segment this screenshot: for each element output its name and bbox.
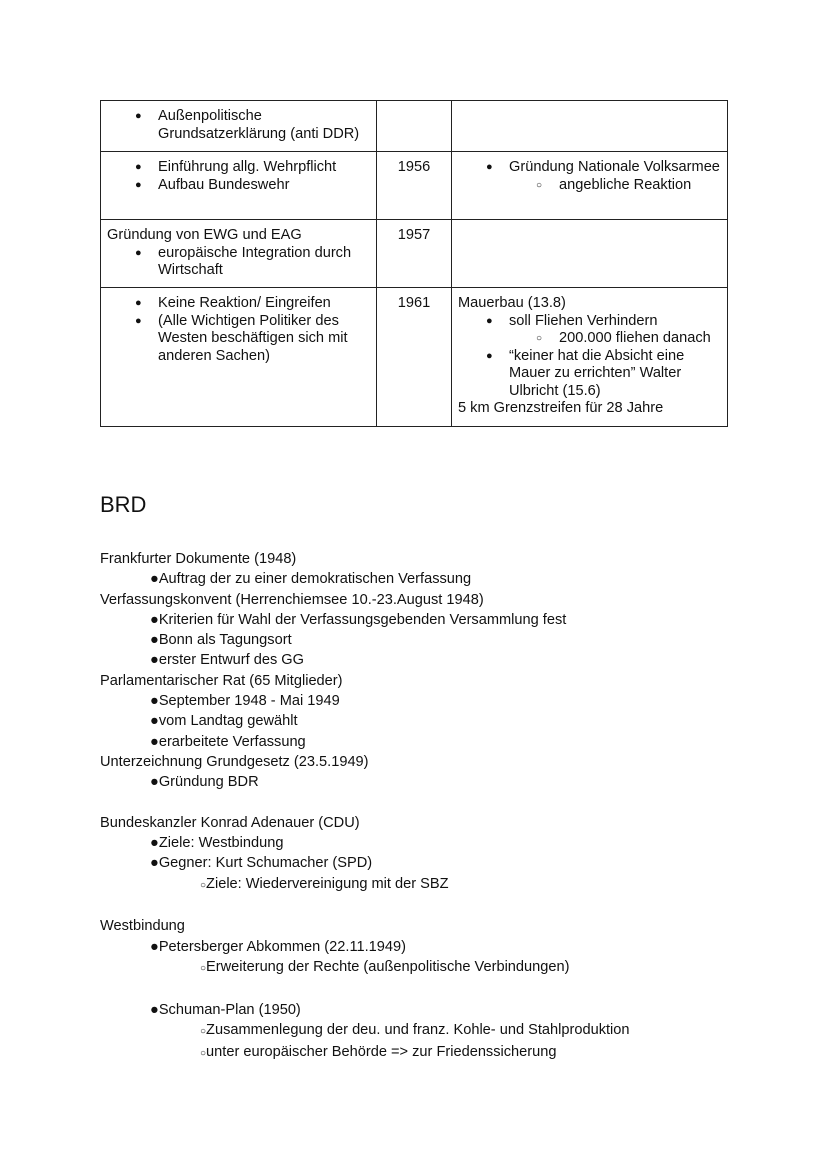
list-item-text: erarbeitete Verfassung [158, 733, 306, 750]
bullet-icon [135, 245, 142, 263]
brd-cell [101, 152, 377, 220]
list-item [100, 732, 740, 752]
sub-list-item [100, 957, 740, 979]
bullet-text: soll Fliehen Verhindern [509, 312, 658, 329]
bullet-icon [150, 1002, 159, 1018]
list-item [100, 630, 740, 650]
brd-notes [100, 549, 740, 1064]
sub-bullet-text: angebliche Reaktion [559, 176, 692, 193]
table-row [101, 101, 728, 152]
group-title: Westbindung [100, 918, 185, 935]
list-item [100, 833, 740, 853]
bullet-icon [150, 713, 159, 729]
ddr-cell [452, 288, 728, 427]
bullet-text: (Alle Wichtigen Politiker des Westen beschäftigen sich mit anderen Sachen) [158, 312, 348, 364]
list-item-text: Ziele: Westbindung [158, 835, 284, 852]
list-item-text: vom Landtag gewählt [158, 713, 298, 730]
list-item-text: Kriterien für Wahl der Verfassungsgebenden Versammlung fest [158, 611, 567, 628]
sub-bullet-icon [536, 330, 542, 348]
table-row [101, 288, 728, 427]
bullet-icon [135, 159, 142, 177]
sub-list-item-text: Erweiterung der Rechte (außenpolitische Verbindungen) [206, 958, 570, 975]
bullet-text: Aufbau Bundeswehr [158, 176, 290, 193]
bullet-icon [486, 348, 493, 366]
sub-list-item-text: Ziele: Wiedervereinigung mit der SBZ [206, 875, 449, 892]
ddr-cell [452, 220, 728, 288]
cell-outro: 5 km Grenzstreifen für 28 Jahre [458, 400, 664, 416]
sub-bullet-text: 200.000 fliehen danach [559, 330, 711, 346]
list-item [100, 610, 740, 630]
brd-cell [101, 288, 377, 427]
group-title: Bundeskanzler Konrad Adenauer (CDU) [100, 814, 360, 831]
bullet-icon [150, 612, 159, 628]
ddr-cell [452, 101, 728, 152]
group-title: Verfassungskonvent (Herrenchiemsee 10.-23.August 1948) [100, 591, 484, 608]
bullet-icon [135, 313, 142, 331]
year-cell: 1957 [377, 220, 452, 288]
bullet-icon [150, 632, 159, 648]
brd-cell [101, 101, 377, 152]
list-item [100, 691, 740, 711]
group-title: Frankfurter Dokumente (1948) [100, 551, 297, 567]
ddr-cell [452, 152, 728, 220]
bullet-icon [150, 774, 159, 790]
group-title: Parlamentarischer Rat (65 Mitglieder) [100, 672, 343, 689]
bullet-text: Einführung allg. Wehrpflicht [158, 159, 337, 175]
list-item [100, 650, 740, 670]
list-item [100, 853, 740, 873]
year-cell [377, 101, 452, 152]
bullet-icon [150, 652, 159, 668]
bullet-text: Gründung Nationale Volksarmee [509, 159, 720, 175]
list-item-text: Gründung BDR [158, 774, 259, 791]
bullet-icon [486, 313, 493, 331]
bullet-icon [486, 159, 493, 177]
bullet-icon [150, 693, 159, 709]
sub-list-item [100, 1020, 740, 1042]
year-cell: 1956 [377, 152, 452, 220]
bullet-icon [150, 835, 159, 851]
bullet-text: Keine Reaktion/ Eingreifen [158, 295, 331, 311]
list-item-text: Bonn als Tagungsort [158, 632, 292, 649]
bullet-icon [150, 939, 159, 955]
list-item-text: Petersberger Abkommen (22.11.1949) [158, 938, 406, 955]
list-item [100, 711, 740, 731]
sub-bullet-icon [536, 177, 542, 195]
bullet-icon [135, 295, 142, 313]
cell-intro: Mauerbau (13.8) [458, 295, 566, 311]
cell-intro: Gründung von EWG und EAG [107, 227, 302, 243]
list-item-text: Auftrag der zu einer demokratischen Verfassung [158, 571, 472, 588]
list-item-text: Gegner: Kurt Schumacher (SPD) [158, 855, 373, 872]
bullet-icon [135, 177, 142, 195]
list-item-text: Schuman-Plan (1950) [158, 1001, 301, 1018]
bullet-icon [150, 855, 159, 871]
table-row [101, 152, 728, 220]
sub-list-item [100, 874, 740, 896]
sub-list-item [100, 1042, 740, 1064]
list-item [100, 937, 740, 957]
year-cell: 1961 [377, 288, 452, 427]
group-title: Unterzeichnung Grundgesetz (23.5.1949) [100, 753, 369, 770]
list-item-text: erster Entwurf des GG [158, 652, 305, 669]
history-table [100, 100, 728, 427]
table-row [101, 220, 728, 288]
list-item [100, 569, 740, 589]
bullet-icon [135, 108, 142, 126]
list-item-text: September 1948 - Mai 1949 [158, 693, 340, 710]
bullet-text: Außenpolitische Grundsatzerklärung (anti DDR) [158, 108, 360, 142]
list-item [100, 1000, 740, 1020]
brd-cell [101, 220, 377, 288]
section-heading: BRD [100, 492, 147, 517]
bullet-icon [150, 571, 159, 587]
list-item [100, 772, 740, 792]
bullet-icon [150, 734, 159, 750]
bullet-text: “keiner hat die Absicht eine Mauer zu errichten” Walter Ulbricht (15.6) [509, 347, 685, 399]
bullet-text: europäische Integration durch Wirtschaft [158, 244, 352, 278]
sub-list-item-text: unter europäischer Behörde => zur Friedenssicherung [206, 1044, 557, 1061]
sub-list-item-text: Zusammenlegung der deu. und franz. Kohle- und Stahlproduktion [206, 1021, 630, 1038]
